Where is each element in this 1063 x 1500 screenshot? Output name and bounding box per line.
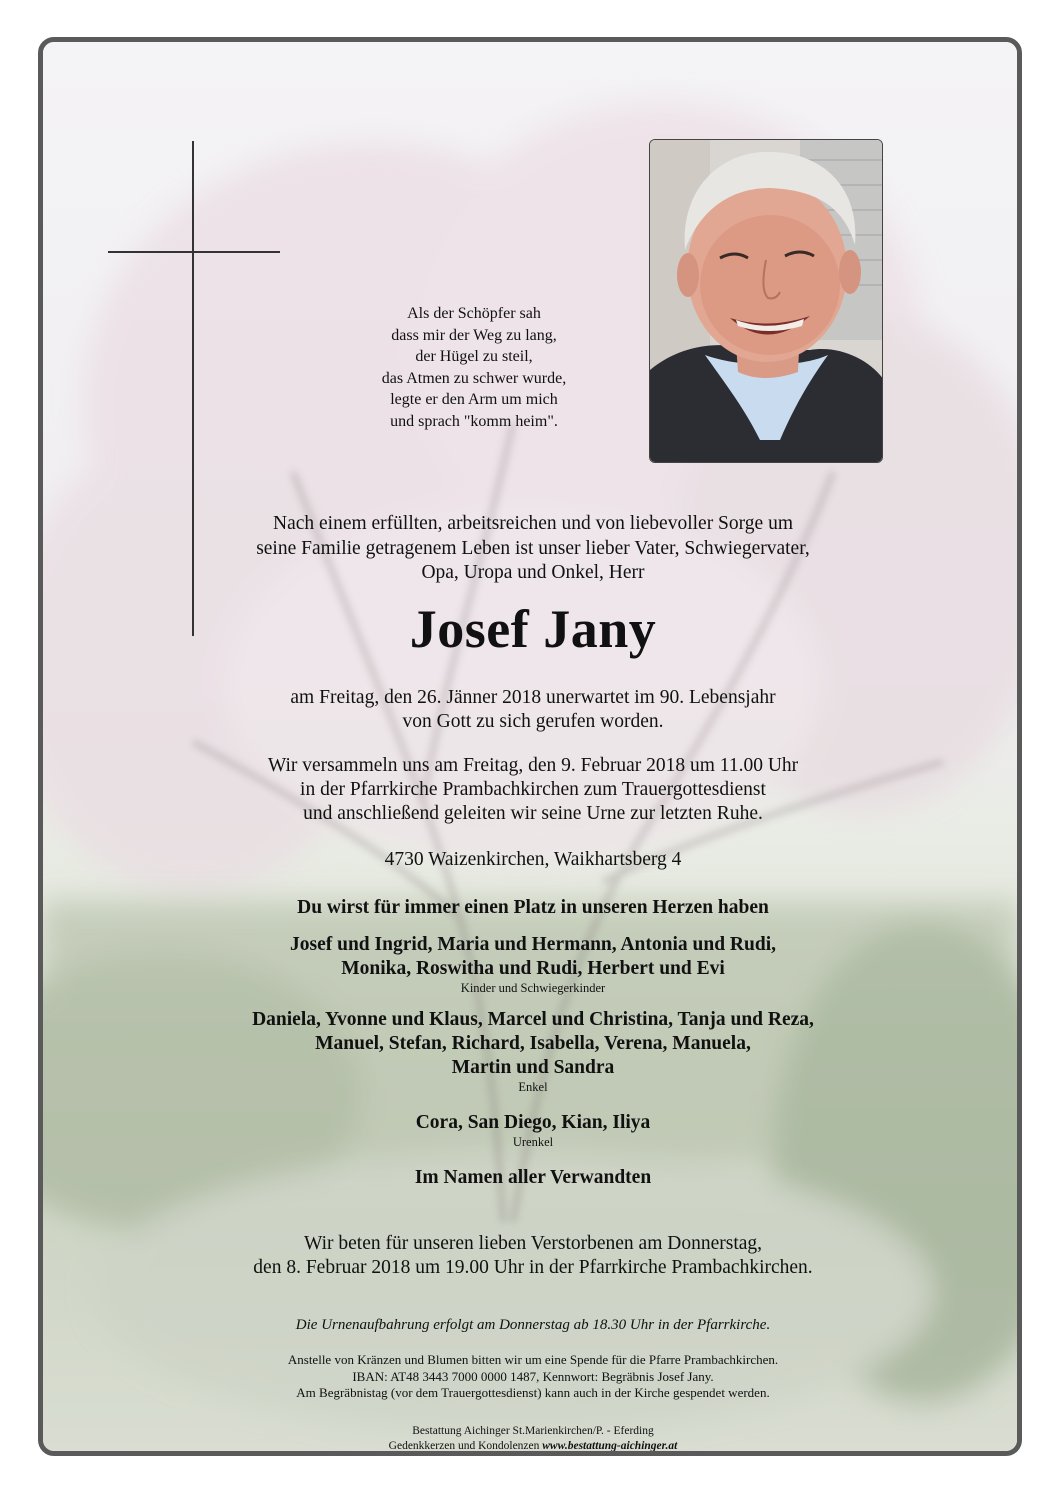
death-line: von Gott zu sich gerufen worden. [402,711,664,732]
poem-line: dass mir der Weg zu lang, [391,326,557,344]
deceased-name: Josef Jany [409,599,657,659]
mourner-names-line: Manuel, Stefan, Richard, Isabella, Verena, Manuela, [315,1033,751,1054]
poem-line: der Hügel zu steil, [415,348,533,365]
donation-line: Anstelle von Kränzen und Blumen bitten wir um eine Spende für die Pfarre Prambachkirchen. [287,1352,779,1367]
condolence-text: Gedenkkerzen und Kondolenzen [388,1439,543,1452]
mourner-names-line: Cora, San Diego, Kian, Iliya [415,1112,651,1133]
service-line: Wir versammeln uns am Freitag, den 9. Februar 2018 um 11.00 Uhr [267,755,799,776]
service-details [43,754,1022,826]
mourner-group-label: Kinder und Schwiegerkinder [460,981,606,995]
mourner-names-line: Daniela, Yvonne und Klaus, Marcel und Christina, Tanja und Reza, [252,1009,814,1030]
death-announcement [43,686,1022,734]
prayer-line: Wir beten für unseren lieben Verstorbenen am Donnerstag, [303,1233,763,1254]
mourner-group-label: Enkel [518,1080,548,1094]
mourners-children [43,933,1022,995]
prayer-line: den 8. Februar 2018 um 19.00 Uhr in der Pfarrkirche Prambachkirchen. [253,1257,813,1278]
notice-frame [38,37,1022,1456]
urn-viewing-note: Die Urnenaufbahrung erfolgt am Donnerstag ab 18.30 Uhr in der Pfarrkirche. [295,1317,771,1333]
mourners-great-grandchildren [43,1111,1022,1149]
intro-line: seine Familie getragenem Leben ist unser lieber Vater, Schwiegervater, [256,537,810,559]
website-link[interactable]: www.bestattung-aichinger.at [542,1439,678,1452]
poem-line: und sprach "komm heim". [390,412,558,430]
closing-line: Im Namen aller Verwandten [414,1167,652,1188]
condolence-line [43,1439,1022,1454]
mourner-names-line: Martin und Sandra [451,1057,615,1078]
intro-text [43,512,1022,586]
mourner-names-line: Monika, Roswitha und Rudi, Herbert und Evi [341,958,725,979]
poem [343,303,605,432]
mourner-group-label: Urenkel [512,1135,554,1149]
poem-line: das Atmen zu schwer wurde, [381,369,567,387]
intro-line: Opa, Uropa und Onkel, Herr [421,562,645,583]
portrait-photo [649,139,883,463]
donation-line: IBAN: AT48 3443 7000 0000 1487, Kennwort: Begräbnis Josef Jany. [352,1368,714,1384]
prayer-details [43,1232,1022,1280]
cross-horizontal-bar [108,251,280,253]
memorial-motto: Du wirst für immer einen Platz in unseren Herzen haben [297,897,769,918]
funeral-home-name: Bestattung Aichinger St.Marienkirchen/P. - Eferding [412,1425,654,1437]
mourner-names-line: Josef und Ingrid, Maria und Hermann, Antonia und Rudi, [289,934,776,955]
poem-line: legte er den Arm um mich [390,391,558,408]
mourners-grandchildren [43,1008,1022,1094]
intro-line: Nach einem erfüllten, arbeitsreichen und von liebevoller Sorge um [272,513,793,534]
funeral-home-footer [43,1424,1022,1453]
death-line: am Freitag, den 26. Jänner 2018 unerwartet im 90. Lebensjahr [290,687,776,708]
family-address: 4730 Waizenkirchen, Waikhartsberg 4 [384,849,682,870]
poem-line: Als der Schöpfer sah [407,305,541,322]
donation-info [43,1352,1022,1402]
service-line: in der Pfarrkirche Prambachkirchen zum Trauergottesdienst [300,779,766,800]
donation-line: Am Begräbnistag (vor dem Trauergottesdienst) kann auch in der Kirche gespendet werden. [296,1385,770,1400]
portrait-illustration [650,140,883,463]
service-line: und anschließend geleiten wir seine Urne zur letzten Ruhe. [303,803,763,824]
